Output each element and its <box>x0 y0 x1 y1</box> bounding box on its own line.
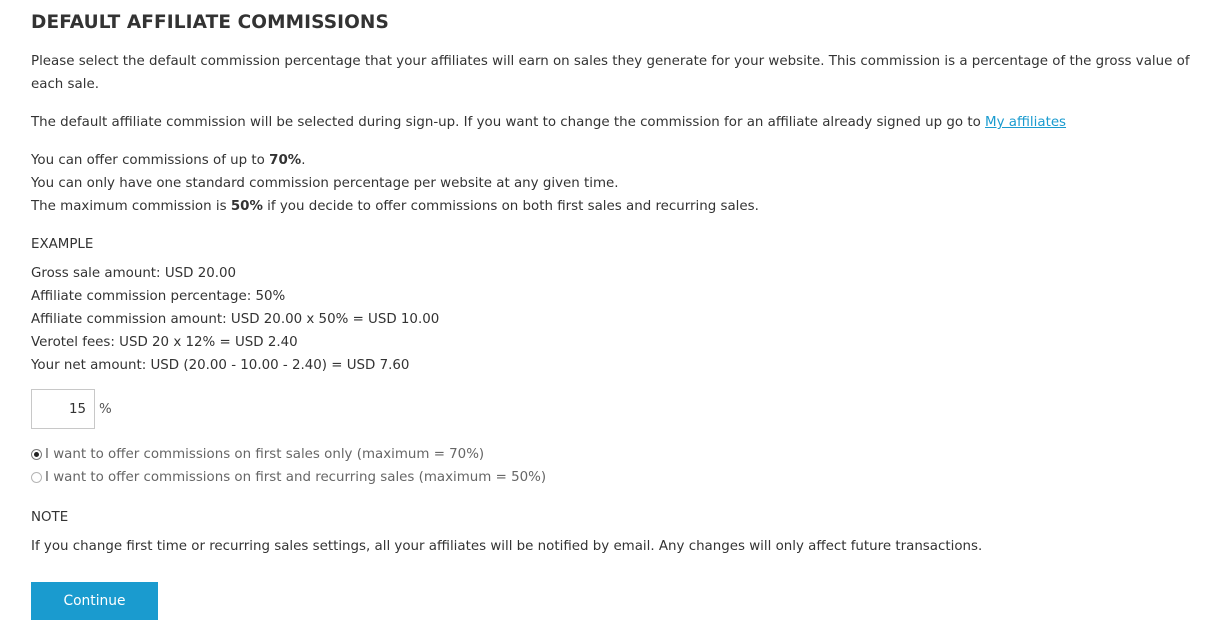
signup-text-body: The default affiliate commission will be selected during sign-up. If you want to change the commission for an affiliate already signed up go to <box>31 115 986 130</box>
note-heading: NOTE <box>31 510 69 525</box>
example-line: Gross sale amount: USD 20.00 <box>31 266 237 281</box>
limit-line-max-prefix: You can offer commissions of up to <box>31 153 270 168</box>
commission-rate-row <box>31 389 112 429</box>
limit-line-max-suffix: . <box>301 153 306 168</box>
option-first-and-recurring[interactable] <box>31 466 546 489</box>
commission-type-options <box>31 443 546 489</box>
percent-suffix: % <box>99 401 112 417</box>
limit-line-max-value: 70% <box>269 153 302 168</box>
note-text: If you change first time or recurring sales settings, all your affiliates will be notified by email. Any changes will only affect future transactions. <box>31 539 983 554</box>
commission-percentage-input[interactable] <box>31 389 95 429</box>
signup-text <box>31 111 1066 134</box>
option-first-sales-only-label: I want to offer commissions on first sales only (maximum = 70%) <box>45 447 485 462</box>
limit-line-max <box>31 149 759 172</box>
radio-first-sales-only[interactable] <box>31 449 42 460</box>
my-affiliates-link[interactable]: My affiliates <box>985 115 1067 130</box>
limit-line-standard: You can only have one standard commission percentage per website at any given time. <box>31 176 619 191</box>
limit-line-recurring-value: 50% <box>230 199 263 214</box>
limit-line-recurring-prefix: The maximum commission is <box>31 199 231 214</box>
example-heading: EXAMPLE <box>31 237 94 252</box>
example-line: Affiliate commission percentage: 50% <box>31 289 286 304</box>
radio-first-and-recurring[interactable] <box>31 472 42 483</box>
option-first-and-recurring-label: I want to offer commissions on first and recurring sales (maximum = 50%) <box>45 470 547 485</box>
example-line: Affiliate commission amount: USD 20.00 x 50% = USD 10.00 <box>31 312 440 327</box>
example-line: Verotel fees: USD 20 x 12% = USD 2.40 <box>31 335 298 350</box>
commission-limits <box>31 149 759 218</box>
page-title: DEFAULT AFFILIATE COMMISSIONS <box>31 12 389 33</box>
example-line: Your net amount: USD (20.00 - 10.00 - 2.40) = USD 7.60 <box>31 358 410 373</box>
option-first-sales-only[interactable] <box>31 443 546 466</box>
limit-line-recurring-suffix: if you decide to offer commissions on both first sales and recurring sales. <box>262 199 759 214</box>
example-block <box>31 262 439 377</box>
continue-button[interactable]: Continue <box>31 582 158 620</box>
intro-text: Please select the default commission percentage that your affiliates will earn on sales they generate for your website. This commission is a percentage of the gross value of each sale. <box>31 54 1190 92</box>
limit-line-recurring <box>31 195 759 218</box>
